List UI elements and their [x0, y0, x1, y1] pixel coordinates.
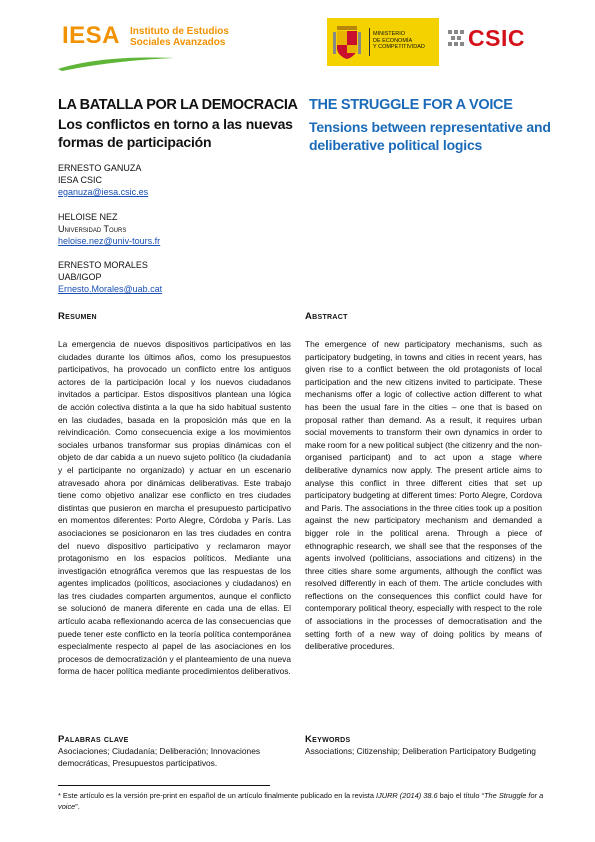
- author-email-link[interactable]: eganuza@iesa.csic.es: [58, 187, 149, 197]
- coat-of-arms-icon: [333, 24, 361, 60]
- keywords-text: Associations; Citizenship; Deliberation Participatory Budgeting: [305, 746, 536, 756]
- csic-emblem-icon: [448, 30, 464, 46]
- author-affiliation: IESA CSIC: [58, 175, 103, 185]
- abstract-heading: Abstract: [305, 311, 348, 322]
- palabras-clave-heading: Palabras clave: [58, 734, 129, 745]
- author-name: ERNESTO GANUZA: [58, 163, 142, 173]
- author-name: ERNESTO MORALES: [58, 260, 148, 270]
- footnote-journal: IJURR (2014) 38.6: [375, 791, 438, 800]
- subtitle-english: Tensions between representative and deliberative political logics: [309, 119, 551, 153]
- ministry-logo: [327, 18, 439, 66]
- iesa-wordmark: IESA: [62, 22, 121, 49]
- footnote-title: The Struggle for a voice: [58, 791, 544, 811]
- ministry-name: MINISTERIO DE ECONOMÍA Y COMPETITIVIDAD: [373, 31, 425, 50]
- resumen-heading: Resumen: [58, 311, 97, 322]
- author-block: [58, 259, 162, 295]
- subtitle-spanish: Los conflictos en torno a las nuevas formas de participación: [58, 116, 293, 150]
- iesa-institute-name: Instituto de Estudios Sociales Avanzados: [130, 26, 229, 48]
- palabras-clave-text: Asociaciones; Ciudadanía; Deliberación; Innovaciones democráticas, Presupuestos participativos.: [58, 746, 261, 769]
- abstract-text: The emergence of new participatory mechanisms, such as participatory budgeting, in towns and cities in recent years, has given rise to a conflict between the old protagonists of local participation and the new citizens invited to participate. These mechanisms offer a logic of collective action different to what has been the usual fare in the cities – one that is based on proposal rather than demand. As a result, it requires urban social movements to transform their own dynamics in order to make room for a new political subject (the citizenry and the non-organised participant) and to act upon a stage where deliberative dynamics now apply. The present article aims to analyse this conflict in three different cities that set up participatory budgeting at different times: Porto Alegre, Cordova and Paris. The associations in the three cities took up a position against the new participatory mechanism and demanded a bigger role in the political arena. Through a piece of ethnographic research, we shall see that the responses of the agents involved (politicians, associations and citizens) in the three cities share some arguments, although the conflict was resolved differently in each of them. The article concludes with reflections on the consequences this conflict could have for contemporary political theory, especially with respect to the role of associations in the processes of democratisation and the setting forth of a new way of doing politics by means of deliberative procedures.: [305, 339, 542, 652]
- csic-wordmark: CSIC: [468, 25, 525, 51]
- author-block: [58, 211, 160, 247]
- title-english: THE STRUGGLE FOR A VOICE: [309, 97, 513, 113]
- footnote-divider: [58, 785, 270, 786]
- author-name: HELOISE NEZ: [58, 212, 118, 222]
- author-affiliation: Universidad Tours: [58, 224, 127, 234]
- title-spanish: LA BATALLA POR LA DEMOCRACIA: [58, 97, 298, 113]
- author-affiliation: UAB/IGOP: [58, 272, 102, 282]
- footnote: * Este artículo es la versión pre-print en español de un artículo finalmente publicado en la revista IJURR (2014) 38.6 bajo el título “The Struggle for a voice”.: [58, 791, 544, 811]
- author-email-link[interactable]: Ernesto.Morales@uab.cat: [58, 284, 163, 294]
- author-email-link[interactable]: heloise.nez@univ-tours.fr: [58, 236, 161, 246]
- author-block: [58, 162, 148, 198]
- iesa-logo: [62, 22, 242, 68]
- iesa-swoosh-icon: [56, 54, 176, 72]
- resumen-text: La emergencia de nuevos dispositivos participativos en las ciudades durante los últimos años, como los presupuestos participativos, ha provocado un conflicto entre los antiguos actores de la participación local y los nuevos ciudadanos invitados a participar. Estos dispositivos plantean una lógica de acción colectiva distinta a la que ha sido habitual sustento en las ciudades, basada en la proposición más que en la reivindicación. Como consecuencia exige a los movimientos sociales urbanos transformar sus propias dinámicas con el objeto de dar cabida a un nuevo sujeto político (la ciudadanía y el participante no organizado) y actuar en un escenario atravesado ahora por dinámicas deliberativas. Este trabajo tiene como objetivo analizar ese conflicto en tres ciudades distintas que pusieron en marcha el presupuesto participativo en momentos diferentes: Porto Alegre, Córdoba y París. Las asociaciones se posicionaron en las tres ciudades en contra del nuevo dispositivo participativo y reclamaron mayor protagonismo en los espacios políticos. Mediante una investigación etnográfica veremos que las respuestas de los agentes implicados (políticos, asociaciones y ciudadanos) en las tres ciudades comparten argumentos, aunque el conflicto se solucionó de manera diferente en cada una de ellas. El artículo acaba reflexionando acerca de las consecuencias que puede tener este conflicto en la teoría política contemporánea especialmente respecto al papel de las asociaciones en los procesos de democratización y el planteamiento de una nueva forma de hacer política mediante procedimientos deliberativos.: [58, 339, 291, 677]
- keywords-heading: Keywords: [305, 734, 351, 745]
